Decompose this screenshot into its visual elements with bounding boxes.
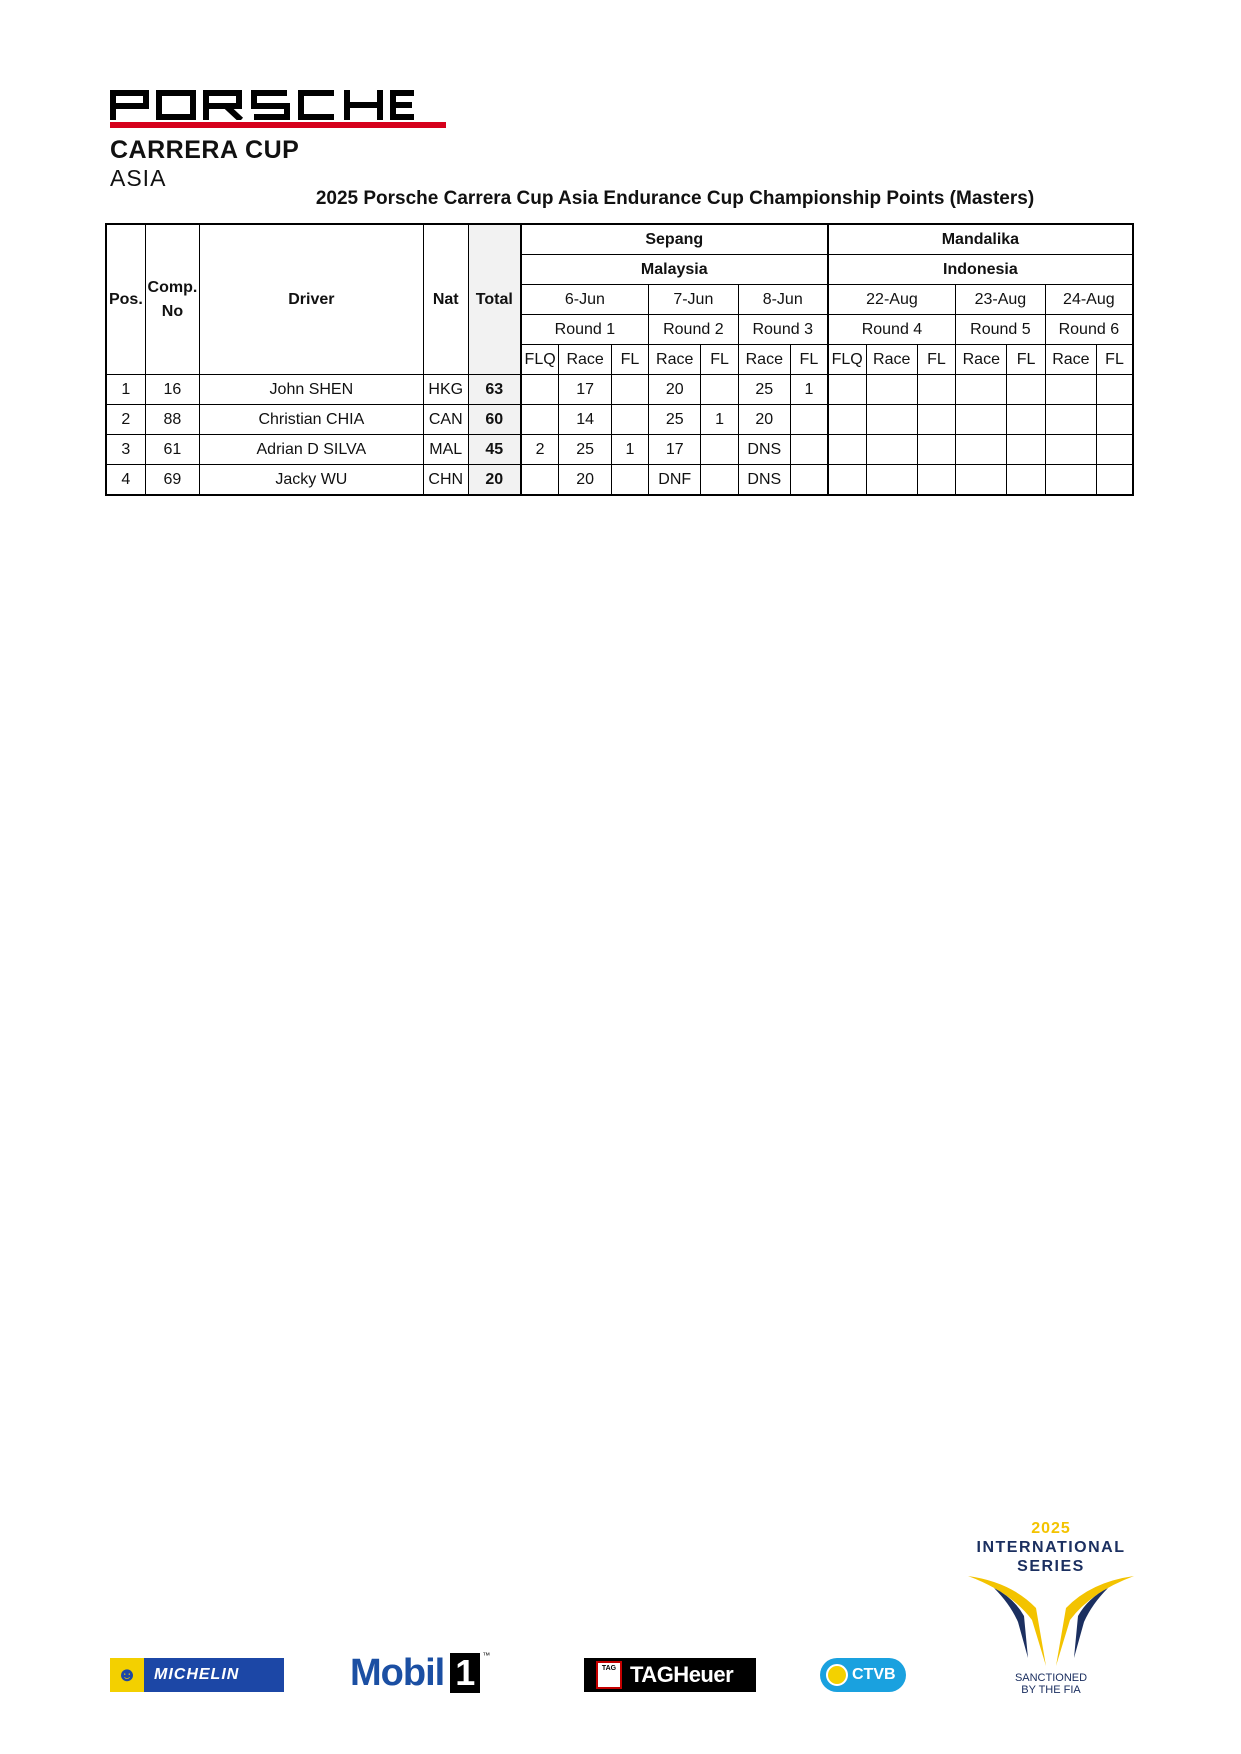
fia-international-series-badge: [966, 1520, 1136, 1696]
table-row: [106, 435, 1133, 465]
cell-points: [1045, 405, 1096, 435]
ctvb-wordmark: CTVB: [852, 1666, 896, 1683]
cell-points: [956, 435, 1007, 465]
cell-points: [790, 405, 827, 435]
cell-points: [1045, 465, 1096, 496]
cell-pos: 3: [106, 435, 145, 465]
round-date: 7-Jun: [649, 285, 739, 315]
cell-points: 25: [559, 435, 611, 465]
cell-points: [1045, 435, 1096, 465]
round-label: Round 1: [521, 315, 649, 345]
round-label: Round 5: [956, 315, 1046, 345]
cell-points: [1097, 405, 1133, 435]
cell-driver: Christian CHIA: [200, 405, 423, 435]
mobil-one-badge: 1: [450, 1653, 480, 1693]
sanctioned-label: SANCTIONED: [1014, 1672, 1088, 1684]
subcol-header: FLQ: [521, 345, 559, 375]
cell-nat: CAN: [423, 405, 468, 435]
cell-points: [701, 465, 738, 496]
cell-points: [1045, 375, 1096, 405]
cell-nat: MAL: [423, 435, 468, 465]
cell-points: [956, 405, 1007, 435]
event-circuit-mandalika: Mandalika: [828, 224, 1133, 255]
cell-points: [956, 375, 1007, 405]
round-date: 8-Jun: [738, 285, 828, 315]
porsche-logo-wordmark: [110, 90, 414, 120]
cell-total: 20: [468, 465, 520, 496]
championship-standings-table: [105, 223, 1134, 496]
series-region: ASIA: [110, 165, 167, 191]
cell-driver: Jacky WU: [200, 465, 423, 496]
michelin-logo: [110, 1658, 284, 1692]
cell-points: [701, 375, 738, 405]
table-row: [106, 465, 1133, 496]
cell-total: 63: [468, 375, 520, 405]
subcol-header: FL: [701, 345, 738, 375]
cell-points: [1007, 375, 1045, 405]
header-total: Total: [468, 224, 520, 375]
event-circuit-sepang: Sepang: [521, 224, 828, 255]
cell-comp-no: 88: [145, 405, 199, 435]
subcol-header: FL: [790, 345, 827, 375]
cell-points: 25: [738, 375, 790, 405]
cell-total: 45: [468, 435, 520, 465]
cell-comp-no: 61: [145, 435, 199, 465]
cell-points: DNS: [738, 435, 790, 465]
cell-points: [1007, 405, 1045, 435]
subcol-header: Race: [649, 345, 701, 375]
round-label: Round 4: [828, 315, 956, 345]
cell-points: [1097, 375, 1133, 405]
event-country-malaysia: Malaysia: [521, 255, 828, 285]
cell-comp-no: 69: [145, 465, 199, 496]
cell-points: [828, 375, 866, 405]
trademark-icon: ™: [482, 1651, 491, 1660]
cell-pos: 4: [106, 465, 145, 496]
mobil-wordmark: Mobil: [350, 1651, 445, 1694]
header-comp-no: Comp. No: [145, 224, 199, 375]
cell-points: [917, 465, 955, 496]
round-label: Round 2: [649, 315, 739, 345]
cell-points: [611, 375, 648, 405]
cell-points: 1: [790, 375, 827, 405]
intl-series-year: 2025: [1031, 1520, 1071, 1537]
cell-points: 14: [559, 405, 611, 435]
cell-points: 17: [649, 435, 701, 465]
round-date: 23-Aug: [956, 285, 1046, 315]
table-row: [106, 375, 1133, 405]
cell-points: [917, 405, 955, 435]
cell-nat: HKG: [423, 375, 468, 405]
cell-points: [1007, 465, 1045, 496]
mobil1-logo: [350, 1651, 490, 1695]
subcol-header: Race: [738, 345, 790, 375]
cell-points: [956, 465, 1007, 496]
cell-points: 25: [649, 405, 701, 435]
cell-points: DNS: [738, 465, 790, 496]
cell-pos: 2: [106, 405, 145, 435]
round-date: 22-Aug: [828, 285, 956, 315]
fia-wings-icon: [966, 1568, 1136, 1672]
cell-driver: Adrian D SILVA: [200, 435, 423, 465]
cell-points: [866, 375, 917, 405]
header-nat: Nat: [423, 224, 468, 375]
cell-points: [521, 375, 559, 405]
cell-points: 20: [649, 375, 701, 405]
intl-series-subtitle: SERIES: [1017, 1558, 1085, 1575]
by-the-fia-label: BY THE FIA: [1021, 1684, 1081, 1696]
cell-points: 2: [521, 435, 559, 465]
subcol-header: Race: [956, 345, 1007, 375]
round-date: 24-Aug: [1045, 285, 1133, 315]
cell-points: [866, 435, 917, 465]
cell-points: [917, 435, 955, 465]
cell-points: [917, 375, 955, 405]
brand-red-rule: [110, 122, 446, 128]
michelin-bibendum-icon: ☻: [110, 1658, 144, 1692]
round-label: Round 6: [1045, 315, 1133, 345]
cell-points: [701, 435, 738, 465]
table-row: [106, 405, 1133, 435]
cell-points: 17: [559, 375, 611, 405]
cell-pos: 1: [106, 375, 145, 405]
tagheuer-wordmark: TAGHeuer: [630, 1662, 734, 1687]
round-date: 6-Jun: [521, 285, 649, 315]
cell-points: [1007, 435, 1045, 465]
cell-points: [790, 465, 827, 496]
subcol-header: FL: [917, 345, 955, 375]
header-pos: Pos.: [106, 224, 145, 375]
cell-points: [866, 465, 917, 496]
cell-points: [521, 405, 559, 435]
subcol-header: FLQ: [828, 345, 866, 375]
cell-points: [611, 465, 648, 496]
subcol-header: FL: [611, 345, 648, 375]
cell-total: 60: [468, 405, 520, 435]
intl-series-title: INTERNATIONAL: [976, 1539, 1126, 1556]
michelin-wordmark: MICHELIN: [154, 1666, 240, 1683]
document-title: 2025 Porsche Carrera Cup Asia Endurance Cup Championship Points (Masters): [315, 188, 1035, 209]
cell-points: [611, 405, 648, 435]
cell-points: 1: [611, 435, 648, 465]
ctvb-logo: [820, 1658, 906, 1692]
event-country-indonesia: Indonesia: [828, 255, 1133, 285]
cell-driver: John SHEN: [200, 375, 423, 405]
subcol-header: Race: [866, 345, 917, 375]
subcol-header: FL: [1097, 345, 1133, 375]
tagheuer-logo: [584, 1658, 756, 1692]
cell-comp-no: 16: [145, 375, 199, 405]
cell-points: [521, 465, 559, 496]
tag-shield-icon: TAG: [596, 1661, 622, 1689]
cell-points: [1097, 435, 1133, 465]
cell-points: 20: [738, 405, 790, 435]
cell-points: [790, 435, 827, 465]
subcol-header: FL: [1007, 345, 1045, 375]
ctvb-circle-icon: [826, 1664, 848, 1686]
series-name: CARRERA CUP: [110, 136, 300, 164]
cell-points: DNF: [649, 465, 701, 496]
subcol-header: Race: [559, 345, 611, 375]
header-driver: Driver: [200, 224, 423, 375]
cell-points: [828, 435, 866, 465]
cell-points: 20: [559, 465, 611, 496]
round-label: Round 3: [738, 315, 828, 345]
cell-points: [1097, 465, 1133, 496]
cell-points: [828, 465, 866, 496]
cell-points: [866, 405, 917, 435]
subcol-header: Race: [1045, 345, 1096, 375]
cell-points: [828, 405, 866, 435]
cell-nat: CHN: [423, 465, 468, 496]
cell-points: 1: [701, 405, 738, 435]
